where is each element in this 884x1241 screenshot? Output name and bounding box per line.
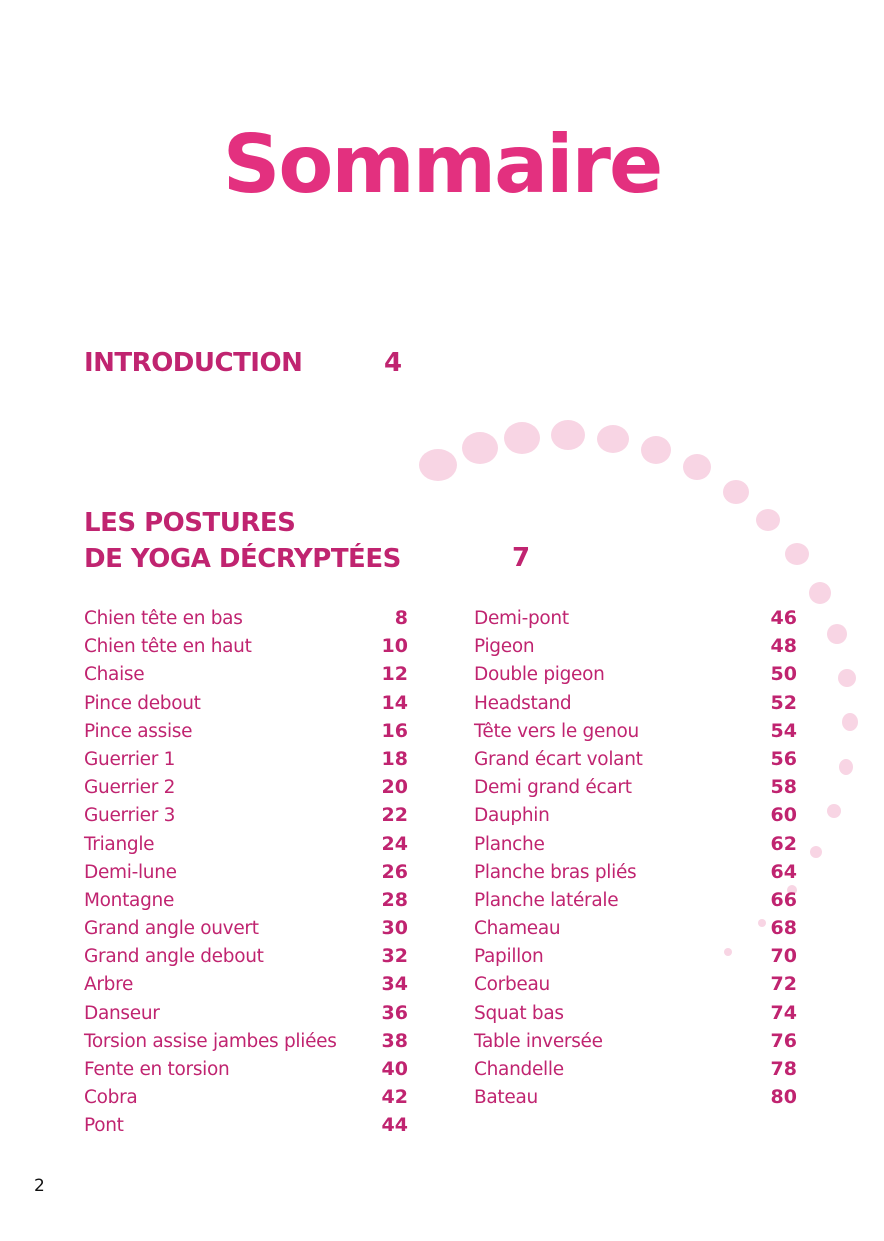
toc-entry-name: Chameau [474, 918, 561, 940]
page-number: 2 [34, 1176, 45, 1196]
toc-entry [474, 1083, 797, 1111]
toc-entry-name: Guerrier 1 [84, 748, 176, 770]
toc-entry [474, 1027, 797, 1055]
toc-entry-page: 44 [381, 1114, 408, 1137]
toc-entry-page: 76 [770, 1029, 797, 1052]
toc-entry [84, 1055, 408, 1083]
toc-entry [84, 660, 408, 688]
toc-entry [474, 970, 797, 998]
postures-heading-line2: DE YOGA DÉCRYPTÉES [84, 544, 401, 574]
toc-entry-page: 48 [770, 635, 797, 658]
toc-entry-name: Papillon [474, 946, 544, 968]
toc-entry [84, 970, 408, 998]
toc-entry-name: Torsion assise jambes pliées [84, 1030, 337, 1052]
decorative-dot [597, 425, 629, 453]
toc-entry-name: Arbre [84, 974, 134, 996]
toc-entry-name: Chaise [84, 664, 145, 686]
toc-entry [474, 604, 797, 632]
toc-entry [474, 886, 797, 914]
toc-entry-name: Chien tête en haut [84, 636, 252, 658]
toc-entry-page: 46 [770, 607, 797, 629]
decorative-dot [785, 543, 809, 565]
postures-heading [84, 505, 401, 577]
toc-entry-name: Squat bas [474, 1002, 564, 1024]
toc-entry-name: Double pigeon [474, 664, 605, 686]
decorative-dot [839, 759, 853, 775]
toc-entry-name: Guerrier 2 [84, 777, 176, 799]
toc-entry-page: 80 [770, 1086, 797, 1109]
toc-entry-name: Cobra [84, 1087, 138, 1109]
toc-entry [474, 773, 797, 801]
toc-entry [474, 660, 797, 688]
page-title: Sommaire [222, 118, 662, 211]
toc-entry-name: Dauphin [474, 805, 550, 827]
toc-entry-name: Demi-lune [84, 861, 177, 883]
toc-entry [84, 914, 408, 942]
toc-entry-page: 60 [770, 804, 797, 827]
decorative-dot [683, 454, 711, 480]
toc-entry-page: 50 [770, 663, 797, 686]
decorative-dot [842, 713, 858, 731]
toc-entry [474, 914, 797, 942]
toc-entry-page: 12 [381, 663, 408, 686]
toc-entry-name: Corbeau [474, 974, 550, 996]
toc-entry-page: 56 [770, 747, 797, 770]
toc-entry-name: Guerrier 3 [84, 805, 176, 827]
toc-entry-name: Grand écart volant [474, 748, 643, 770]
toc-entry-name: Planche [474, 833, 545, 855]
toc-entry [474, 689, 797, 717]
toc-entry-name: Triangle [84, 833, 155, 855]
toc-entry-page: 66 [770, 888, 797, 911]
toc-entry [84, 689, 408, 717]
toc-entry-page: 54 [770, 719, 797, 742]
toc-entry-name: Demi-pont [474, 608, 569, 629]
toc-entry-page: 24 [381, 832, 408, 855]
toc-entry-name: Planche bras pliés [474, 861, 637, 883]
toc-entry-name: Pince debout [84, 692, 201, 714]
toc-entry-name: Grand angle debout [84, 946, 264, 968]
toc-entry-page: 34 [381, 973, 408, 996]
toc-entry-page: 72 [770, 973, 797, 996]
toc-entry-name: Chandelle [474, 1059, 564, 1080]
postures-heading-line1: LES POSTURES [84, 508, 296, 538]
decorative-dot [838, 669, 856, 687]
toc-entry [474, 858, 797, 886]
postures-page-number: 7 [512, 543, 530, 573]
toc-entry [84, 1111, 408, 1139]
decorative-dot [810, 846, 822, 858]
toc-entry-name: Chien tête en bas [84, 608, 243, 629]
toc-entry-name: Pigeon [474, 636, 535, 658]
toc-entry-page: 30 [381, 917, 408, 940]
toc-entry [474, 801, 797, 829]
toc-entry [84, 999, 408, 1027]
introduction-heading: INTRODUCTION [84, 348, 303, 378]
toc-entry [84, 942, 408, 970]
toc-entry-page: 22 [381, 804, 408, 827]
toc-entry-name: Tête vers le genou [474, 720, 639, 742]
toc-entry-page: 28 [381, 888, 408, 911]
toc-entry [474, 745, 797, 773]
toc-entry [474, 999, 797, 1027]
toc-entry-page: 64 [770, 860, 797, 883]
toc-entry-name: Bateau [474, 1087, 538, 1109]
toc-entry-page: 42 [381, 1086, 408, 1109]
toc-entry [474, 830, 797, 858]
introduction-page-number: 4 [384, 348, 402, 378]
toc-entry [84, 1083, 408, 1111]
toc-entry-name: Pince assise [84, 720, 193, 742]
decorative-dot [462, 432, 498, 464]
toc-entry-page: 68 [770, 917, 797, 940]
toc-entry-name: Planche latérale [474, 889, 619, 911]
toc-entry [84, 773, 408, 801]
toc-entry [84, 717, 408, 745]
toc-entry-page: 16 [381, 719, 408, 742]
toc-entry-name: Montagne [84, 889, 175, 911]
toc-entry-page: 78 [770, 1058, 797, 1080]
toc-entry-page: 70 [770, 945, 797, 968]
toc-entry [474, 942, 797, 970]
toc-entry-name: Danseur [84, 1002, 160, 1024]
toc-entry-name: Pont [84, 1115, 124, 1137]
decorative-dot [504, 422, 540, 454]
toc-entry [84, 801, 408, 829]
toc-entry [84, 858, 408, 886]
toc-entry [84, 745, 408, 773]
toc-entry-page: 36 [381, 1001, 408, 1024]
toc-entry-page: 74 [770, 1001, 797, 1024]
toc-entry-page: 62 [770, 832, 797, 855]
toc-entry [84, 604, 408, 632]
toc-entry [84, 886, 408, 914]
toc-entry [474, 632, 797, 660]
toc-entry-name: Demi grand écart [474, 777, 632, 799]
toc-entry [474, 717, 797, 745]
toc-entry-page: 58 [770, 776, 797, 799]
decorative-dot [809, 582, 831, 604]
toc-entry [84, 1027, 408, 1055]
toc-entry-name: Fente en torsion [84, 1059, 230, 1080]
toc-entry-page: 20 [381, 776, 408, 799]
toc-entry-page: 32 [381, 945, 408, 968]
toc-entry-name: Headstand [474, 692, 572, 714]
toc-entry-page: 26 [381, 860, 408, 883]
toc-entry-page: 8 [394, 607, 408, 629]
toc-entry-page: 40 [381, 1058, 408, 1080]
toc-right-column [474, 604, 797, 1111]
decorative-dot [827, 804, 841, 818]
toc-entry [84, 632, 408, 660]
toc-entry-name: Grand angle ouvert [84, 918, 259, 940]
decorative-dot [419, 449, 457, 481]
toc-entry [84, 830, 408, 858]
decorative-dot [641, 436, 671, 464]
decorative-dot [551, 420, 585, 450]
toc-entry-page: 38 [381, 1029, 408, 1052]
toc-entry [474, 1055, 797, 1083]
toc-entry-page: 14 [381, 691, 408, 714]
decorative-dot [827, 624, 847, 644]
decorative-dot [723, 480, 749, 504]
toc-entry-name: Table inversée [474, 1030, 603, 1052]
toc-left-column [84, 604, 408, 1140]
toc-entry-page: 52 [770, 691, 797, 714]
decorative-dot [756, 509, 780, 531]
toc-entry-page: 10 [381, 635, 408, 658]
toc-entry-page: 18 [381, 747, 408, 770]
